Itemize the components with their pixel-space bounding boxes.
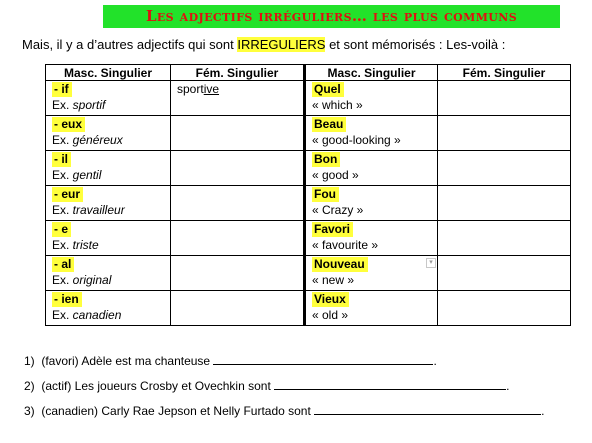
chevron-down-icon[interactable]: ▾ — [426, 258, 436, 268]
adjective-word: Beau — [312, 117, 346, 132]
question-end: . — [433, 354, 437, 368]
ending-label: - eur — [52, 187, 83, 202]
question-number: 3) — [24, 404, 35, 418]
adjective-meaning: « favourite » — [312, 238, 379, 252]
irregular-adjective-cell[interactable] — [305, 221, 438, 256]
fem-form-cell[interactable] — [171, 221, 305, 256]
masc-ending-cell[interactable] — [46, 221, 171, 256]
example-prefix: Ex. — [52, 133, 73, 147]
example-text — [52, 132, 170, 148]
exercise-question — [24, 403, 545, 418]
question-number: 1) — [24, 354, 35, 368]
example-prefix: Ex. — [52, 308, 73, 322]
adjective-meaning: « old » — [312, 308, 349, 322]
masc-ending-cell[interactable] — [46, 81, 171, 116]
example-text — [52, 97, 170, 113]
irregular-adjective-cell[interactable] — [305, 81, 438, 116]
adjective-word: Bon — [312, 152, 340, 167]
adjective-table — [45, 64, 571, 326]
intro-before: Mais, il y a d’autres adjectifs qui sont — [22, 37, 238, 52]
adjective-meaning: « new » — [312, 273, 355, 287]
irregular-adjective-cell[interactable] — [305, 256, 438, 291]
question-text: (actif) Les joueurs Crosby et Ovechkin sont — [41, 379, 271, 393]
irregular-adjective-cell[interactable] — [305, 291, 438, 326]
table-row — [46, 256, 571, 291]
adjective-word: Nouveau — [312, 257, 368, 272]
fem-form-cell[interactable] — [171, 116, 305, 151]
irregular-fem-cell[interactable] — [438, 291, 571, 326]
fem-form-cell[interactable] — [171, 81, 305, 116]
masc-ending-cell[interactable] — [46, 116, 171, 151]
header-fem-2: Fém. Singulier — [438, 65, 571, 81]
ending-label: - al — [52, 257, 74, 272]
example-text — [52, 307, 170, 323]
irregular-fem-cell[interactable] — [438, 221, 571, 256]
intro-highlight: IRREGULIERS — [237, 37, 326, 52]
fem-form-cell[interactable] — [171, 291, 305, 326]
masc-ending-cell[interactable] — [46, 256, 171, 291]
ending-label: - il — [52, 152, 71, 167]
fem-form-cell[interactable] — [171, 151, 305, 186]
question-text: (canadien) Carly Rae Jepson et Nelly Furtado sont — [41, 404, 311, 418]
header-masc-1: Masc. Singulier — [46, 65, 171, 81]
example-prefix: Ex. — [52, 98, 73, 112]
irregular-adjective-cell[interactable] — [305, 116, 438, 151]
fem-form-cell[interactable] — [171, 256, 305, 291]
fem-form-cell[interactable] — [171, 186, 305, 221]
intro-text — [22, 37, 505, 52]
exercise-question — [24, 378, 509, 393]
example-word: généreux — [72, 133, 123, 147]
exercise-question — [24, 353, 437, 368]
example-prefix: Ex. — [52, 238, 73, 252]
header-fem-1: Fém. Singulier — [171, 65, 305, 81]
example-prefix: Ex. — [52, 203, 73, 217]
adjective-word: Fou — [312, 187, 339, 202]
fem-prefix: sport — [177, 82, 204, 96]
example-text — [52, 167, 170, 183]
table-row — [46, 151, 571, 186]
answer-blank[interactable] — [213, 353, 433, 365]
answer-blank[interactable] — [314, 403, 541, 415]
table-header-row — [46, 65, 571, 81]
page-title: Les adjectifs irréguliers… les plus communs — [145, 7, 518, 25]
adjective-word: Quel — [312, 82, 344, 97]
ending-label: - if — [52, 82, 72, 97]
question-end: . — [506, 379, 510, 393]
adjective-meaning: « good » — [312, 168, 359, 182]
example-word: canadien — [72, 308, 122, 322]
table-row — [46, 186, 571, 221]
table-row — [46, 116, 571, 151]
question-number: 2) — [24, 379, 35, 393]
adjective-meaning: « Crazy » — [312, 203, 364, 217]
irregular-adjective-cell[interactable] — [305, 151, 438, 186]
fem-suffix: ive — [203, 82, 220, 96]
masc-ending-cell[interactable] — [46, 291, 171, 326]
adjective-word: Vieux — [312, 292, 349, 307]
ending-label: - eux — [52, 117, 85, 132]
question-text: (favori) Adèle est ma chanteuse — [41, 354, 211, 368]
example-word: gentil — [72, 168, 102, 182]
irregular-fem-cell[interactable] — [438, 256, 571, 291]
example-prefix: Ex. — [52, 273, 73, 287]
adjective-meaning: « which » — [312, 98, 363, 112]
question-end: . — [541, 404, 545, 418]
adjective-word: Favori — [312, 222, 353, 237]
example-text — [52, 272, 170, 288]
example-prefix: Ex. — [52, 168, 73, 182]
intro-after: et sont mémorisés : Les-voilà : — [325, 37, 506, 52]
ending-label: - ien — [52, 292, 82, 307]
ending-label: - e — [52, 222, 71, 237]
example-word: travailleur — [72, 203, 125, 217]
irregular-fem-cell[interactable] — [438, 116, 571, 151]
table-row — [46, 81, 571, 116]
table-row — [46, 291, 571, 326]
adjective-meaning: « good-looking » — [312, 133, 401, 147]
example-word: sportif — [72, 98, 106, 112]
example-word: triste — [72, 238, 99, 252]
irregular-adjective-cell[interactable] — [305, 186, 438, 221]
irregular-fem-cell[interactable] — [438, 186, 571, 221]
irregular-fem-cell[interactable] — [438, 151, 571, 186]
title-banner — [103, 5, 560, 28]
header-masc-2: Masc. Singulier — [305, 65, 438, 81]
example-text — [52, 202, 170, 218]
masc-ending-cell[interactable] — [46, 151, 171, 186]
example-text — [52, 237, 170, 253]
irregular-fem-cell[interactable] — [438, 81, 571, 116]
answer-blank[interactable] — [274, 378, 506, 390]
example-word: original — [72, 273, 112, 287]
masc-ending-cell[interactable] — [46, 186, 171, 221]
table-row — [46, 221, 571, 256]
